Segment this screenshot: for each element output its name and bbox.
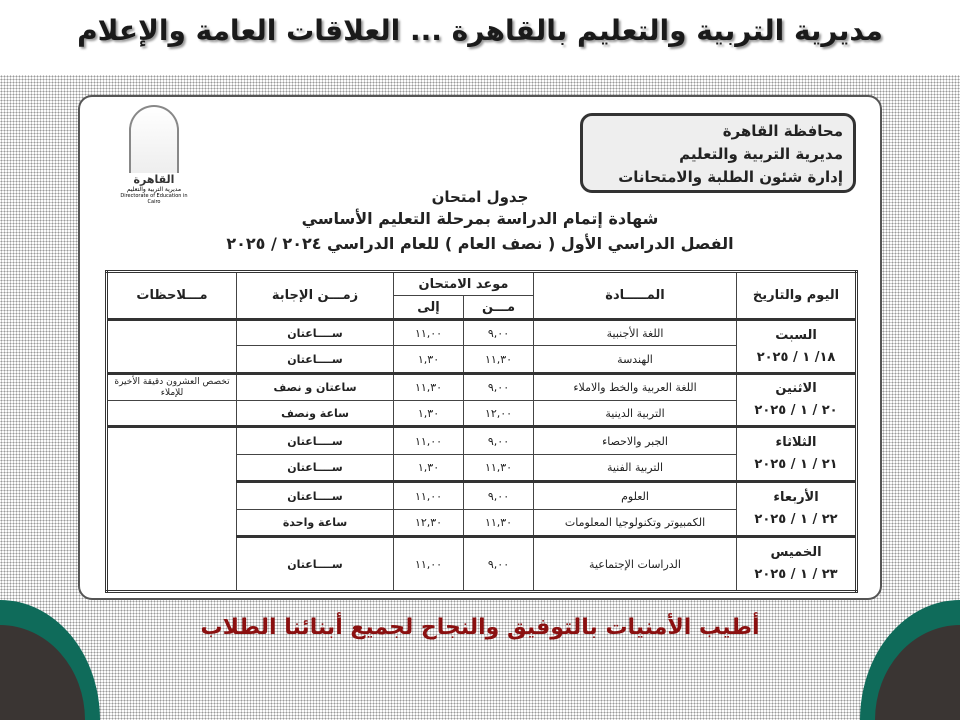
to-cell: ١١,٣٠ (394, 374, 464, 401)
header-duration: زمـــن الإجابة (237, 272, 394, 320)
header-to: إلى (394, 296, 464, 320)
from-cell: ٩,٠٠ (464, 537, 534, 592)
day-cell: الثلاثاء ٢١ / ١ / ٢٠٢٥ (737, 427, 857, 482)
to-cell: ١١,٠٠ (394, 320, 464, 346)
to-cell: ١٢,٣٠ (394, 510, 464, 537)
header-subject: المـــــادة (534, 272, 737, 320)
to-cell: ١١,٠٠ (394, 482, 464, 510)
from-cell: ١١,٣٠ (464, 455, 534, 482)
subject-cell: اللغة الأجنبية (534, 320, 737, 346)
to-cell: ١,٣٠ (394, 346, 464, 374)
subject-cell: العلوم (534, 482, 737, 510)
notes-cell (107, 320, 237, 374)
to-cell: ١,٣٠ (394, 401, 464, 427)
notes-cell (107, 427, 237, 592)
subject-cell: الكمبيوتر وتكنولوجيا المعلومات (534, 510, 737, 537)
header-time: موعد الامتحان (394, 272, 534, 296)
doc-subheading: شهادة إتمام الدراسة بمرحلة التعليم الأساسي (301, 209, 659, 228)
from-cell: ١١,٣٠ (464, 510, 534, 537)
logo-english: Directorate of Education in Cairo (120, 193, 188, 205)
duration-cell: ســــاعتان (237, 320, 394, 346)
notes-cell: تخصص العشرون دقيقة الأخيرة للإملاء (107, 374, 237, 401)
governorate: محافظة القاهرة (722, 122, 843, 140)
duration-cell: ســــاعتان (237, 427, 394, 455)
day-cell: السبت ١٨/ ١ / ٢٠٢٥ (737, 320, 857, 374)
department: إدارة شئون الطلبة والامتحانات (618, 168, 843, 186)
to-cell: ١١,٠٠ (394, 537, 464, 592)
authority-box (580, 113, 856, 193)
duration-cell: ســــاعتان (237, 346, 394, 374)
to-cell: ١١,٠٠ (394, 427, 464, 455)
from-cell: ٩,٠٠ (464, 427, 534, 455)
logo-subtext: مديرية التربية والتعليم (126, 186, 182, 193)
header-from: مـــن (464, 296, 534, 320)
from-cell: ٩,٠٠ (464, 374, 534, 401)
from-cell: ٩,٠٠ (464, 482, 534, 510)
header-notes: مـــلاحظات (107, 272, 237, 320)
day-cell: الاثنين ٢٠ / ١ / ٢٠٢٥ (737, 374, 857, 427)
subject-cell: الهندسة (534, 346, 737, 374)
notes-cell (107, 401, 237, 427)
subject-cell: التربية الدينية (534, 401, 737, 427)
day-cell: الأربعاء ٢٢ / ١ / ٢٠٢٥ (737, 482, 857, 537)
duration-cell: ســــاعتان (237, 455, 394, 482)
doc-term: الفصل الدراسي الأول ( نصف العام ) للعام الدراسي ٢٠٢٤ / ٢٠٢٥ (226, 234, 734, 253)
from-cell: ١٢,٠٠ (464, 401, 534, 427)
directorate: مديرية التربية والتعليم (679, 145, 843, 163)
subject-cell: التربية الفنية (534, 455, 737, 482)
from-cell: ٩,٠٠ (464, 320, 534, 346)
logo-text: القاهرة (133, 173, 175, 186)
from-cell: ١١,٣٠ (464, 346, 534, 374)
exam-schedule-table (105, 270, 858, 593)
schedule-card (78, 95, 882, 600)
page-title: مديرية التربية والتعليم بالقاهرة ... العلاقات العامة والإعلام (77, 14, 883, 47)
arch-icon (129, 105, 179, 173)
doc-heading: جدول امتحان (431, 188, 529, 206)
duration-cell: ســــاعتان (237, 482, 394, 510)
subject-cell: الجبر والاحصاء (534, 427, 737, 455)
subject-cell: اللغة العربية والخط والاملاء (534, 374, 737, 401)
day-cell: الخميس ٢٣ / ١ / ٢٠٢٥ (737, 537, 857, 592)
footer-wishes: أطيب الأمنيات بالتوفيق والنجاح لجميع أبنائنا الطلاب (200, 615, 760, 640)
duration-cell: ساعة واحدة (237, 510, 394, 537)
duration-cell: ساعتان و نصف (237, 374, 394, 401)
to-cell: ١,٣٠ (394, 455, 464, 482)
duration-cell: ســــاعتان (237, 537, 394, 592)
header-day: اليوم والتاريخ (737, 272, 857, 320)
cairo-logo (114, 105, 194, 205)
subject-cell: الدراسات الإجتماعية (534, 537, 737, 592)
duration-cell: ساعة ونصف (237, 401, 394, 427)
